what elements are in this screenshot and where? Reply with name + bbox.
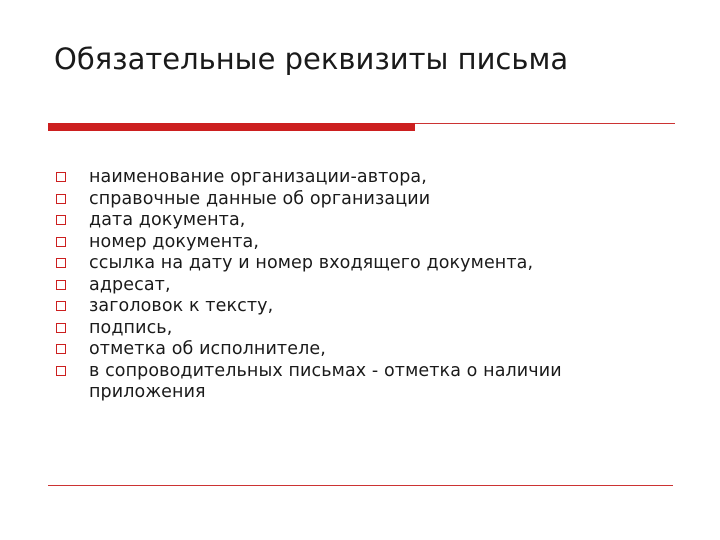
list-item	[54, 318, 674, 340]
list-item-text: подпись,	[89, 317, 173, 338]
title-accent-bar	[48, 123, 415, 131]
hollow-square-icon	[56, 258, 66, 268]
hollow-square-icon	[56, 366, 66, 376]
list-item	[54, 275, 674, 297]
hollow-square-icon	[56, 280, 66, 290]
list-item-text: в сопроводительных письмах - отметка о наличии приложения	[89, 360, 562, 402]
slide-title: Обязательные реквизиты письма	[54, 42, 569, 76]
list-item-text: ссылка на дату и номер входящего документа,	[89, 253, 534, 273]
list-item-text: справочные данные об организации	[89, 188, 431, 209]
hollow-square-icon	[56, 237, 66, 247]
list-item	[54, 253, 674, 275]
list-item-text: адресат,	[89, 274, 171, 295]
list-item	[54, 296, 674, 318]
list-item	[54, 361, 674, 404]
hollow-square-icon	[56, 215, 66, 225]
hollow-square-icon	[56, 344, 66, 354]
list-item-text: заголовок к тексту,	[89, 296, 274, 316]
list-item-text: дата документа,	[89, 210, 246, 230]
list-item-text: наименование организации-автора,	[89, 167, 427, 187]
hollow-square-icon	[56, 172, 66, 182]
hollow-square-icon	[56, 301, 66, 311]
hollow-square-icon	[56, 323, 66, 333]
bottom-divider-line	[48, 485, 673, 486]
list-item	[54, 189, 674, 211]
requisites-list	[54, 167, 674, 404]
list-item-text: отметка об исполнителе,	[89, 339, 326, 359]
list-item	[54, 339, 674, 361]
list-item	[54, 210, 674, 232]
list-item-text: номер документа,	[89, 231, 260, 252]
list-item	[54, 232, 674, 254]
list-item	[54, 167, 674, 189]
hollow-square-icon	[56, 194, 66, 204]
